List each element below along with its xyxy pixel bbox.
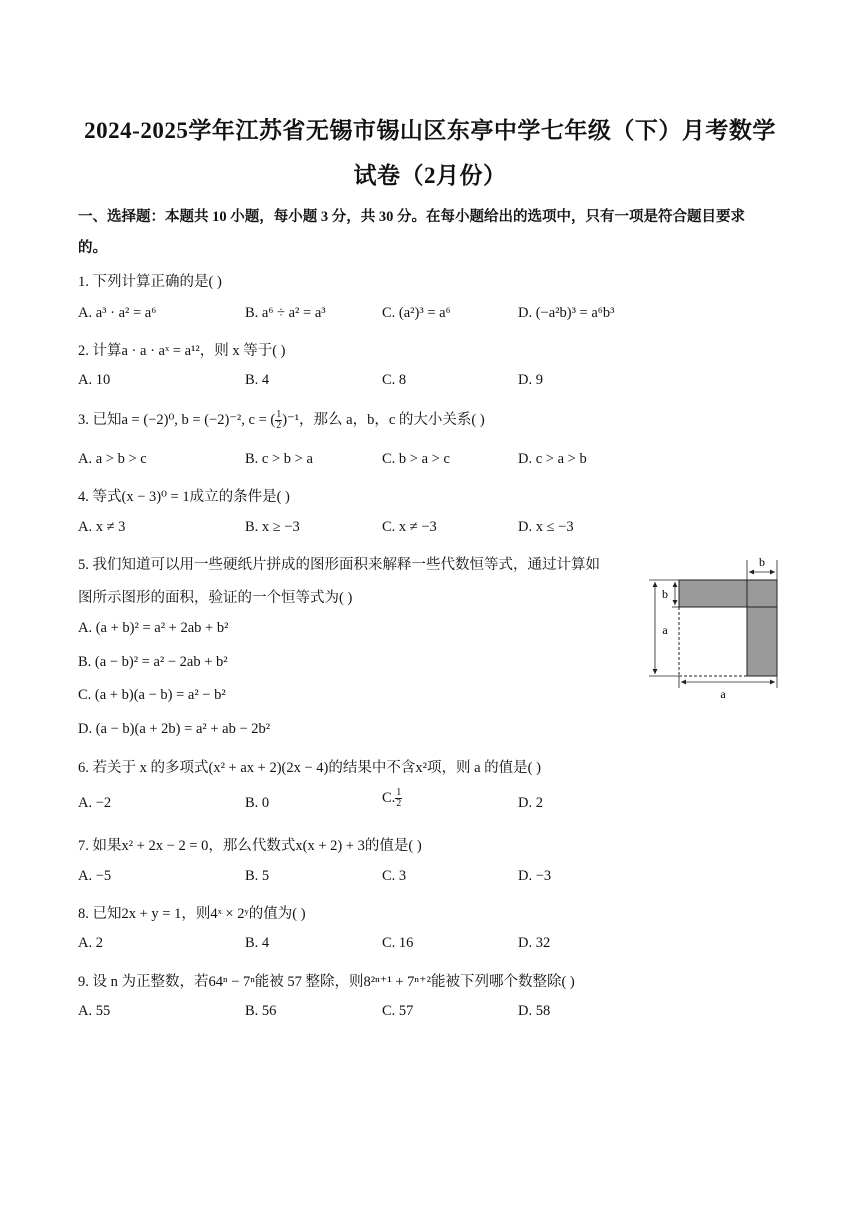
question-2-option-d: D. 9: [518, 372, 543, 388]
section-heading: 一、选择题：本题共 10 小题，每小题 3 分，共 30 分。在每小题给出的选项中，只有一项是符合题目要求: [78, 209, 745, 225]
question-3-option-d: D. c > a > b: [518, 451, 587, 467]
question-1-option-d: D. (−a²b)³ = a⁶b³: [518, 305, 615, 321]
fraction-numerator: 1: [276, 409, 282, 421]
question-1-option-a: A. a³ · a² = a⁶: [78, 305, 157, 321]
fraction-denominator: 2: [276, 420, 282, 432]
fraction-numerator: 1: [396, 787, 402, 798]
question-5-option-b: B. (a − b)² = a² − 2ab + b²: [78, 654, 228, 670]
question-9-option-d: D. 58: [518, 1003, 551, 1019]
label-left-b: b: [662, 587, 668, 601]
question-8-stem: 8. 已知2x + y = 1，则4ˣ × 2ʸ的值为( ): [78, 906, 306, 922]
question-4-option-d: D. x ≤ −3: [518, 519, 574, 535]
question-5-option-c: C. (a + b)(a − b) = a² − b²: [78, 687, 226, 703]
question-7-option-b: B. 5: [245, 868, 270, 884]
question-7-option-d: D. −3: [518, 868, 552, 884]
figure-horizontal-strip: [679, 580, 747, 607]
question-6-option-b: B. 0: [245, 795, 270, 811]
question-5-option-d: D. (a − b)(a + 2b) = a² + ab − 2b²: [78, 721, 271, 737]
question-3-option-c: C. b > a > c: [382, 451, 450, 467]
question-9-option-b: B. 56: [245, 1003, 277, 1019]
question-6-stem: 6. 若关于 x 的多项式(x² + ax + 2)(2x − 4)的结果中不含x²项，则 a 的值是( ): [78, 760, 541, 776]
label-top-b: b: [759, 555, 765, 569]
question-6-option-c-label: C.: [382, 789, 396, 806]
question-2-stem: 2. 计算a · a · aˣ = a¹²，则 x 等于( ): [78, 343, 286, 359]
question-5-figure: [645, 552, 785, 702]
question-9-option-a: A. 55: [78, 1003, 111, 1019]
question-6-option-a: A. −2: [78, 795, 112, 811]
question-7-option-c: C. 3: [382, 868, 407, 884]
question-1-option-c: C. (a²)³ = a⁶: [382, 305, 451, 321]
question-2-option-a: A. 10: [78, 372, 111, 388]
question-2-option-b: B. 4: [245, 372, 270, 388]
question-8-option-c: C. 16: [382, 935, 414, 951]
question-5-option-a: A. (a + b)² = a² + 2ab + b²: [78, 620, 229, 636]
section-heading-cont: 的。: [78, 240, 107, 256]
page-title-line-2: 试卷（2月份）: [353, 163, 507, 188]
question-6-option-c: [382, 788, 402, 809]
question-5-stem-line-1: 5. 我们知道可以用一些硬纸片拼成的图形面积来解释一些代数恒等式，通过计算如: [78, 557, 600, 573]
page-title-line-1: 2024-2025学年江苏省无锡市锡山区东亭中学七年级（下）月考数学: [84, 118, 776, 143]
question-9-stem: 9. 设 n 为正整数，若64ⁿ − 7ⁿ能被 57 整除，则8²ⁿ⁺¹ + 7ⁿ⁺²能被下列哪个数整除( ): [78, 974, 575, 990]
question-3-option-b: B. c > b > a: [245, 451, 313, 467]
question-8-option-b: B. 4: [245, 935, 270, 951]
question-4-option-b: B. x ≥ −3: [245, 519, 300, 535]
question-4-option-a: A. x ≠ 3: [78, 519, 126, 535]
question-7-option-a: A. −5: [78, 868, 112, 884]
question-3-stem: [78, 408, 485, 431]
question-8-option-d: D. 32: [518, 935, 551, 951]
fraction: [395, 788, 402, 809]
question-3-option-a: A. a > b > c: [78, 451, 147, 467]
question-2-option-c: C. 8: [382, 372, 407, 388]
label-bottom-a: a: [720, 687, 726, 701]
question-5-stem-line-2: 图所示图形的面积，验证的一个恒等式为( ): [78, 590, 353, 606]
question-1-stem: 1. 下列计算正确的是( ): [78, 274, 222, 290]
question-3-stem-part-1: 3. 已知a = (−2)⁰, b = (−2)⁻², c = (: [78, 412, 276, 428]
question-8-option-a: A. 2: [78, 935, 103, 951]
label-left-a: a: [662, 623, 668, 637]
question-9-option-c: C. 57: [382, 1003, 414, 1019]
question-3-stem-part-2: )⁻¹，那么 a，b，c 的大小关系( ): [282, 412, 485, 428]
fraction-denominator: 2: [396, 798, 402, 809]
question-4-option-c: C. x ≠ −3: [382, 519, 437, 535]
figure-vertical-strip: [747, 580, 777, 676]
question-4-stem: 4. 等式(x − 3)⁰ = 1成立的条件是( ): [78, 489, 290, 505]
question-7-stem: 7. 如果x² + 2x − 2 = 0，那么代数式x(x + 2) + 3的值是( ): [78, 838, 422, 854]
question-6-option-d: D. 2: [518, 795, 543, 811]
question-1-option-b: B. a⁶ ÷ a² = a³: [245, 305, 326, 321]
